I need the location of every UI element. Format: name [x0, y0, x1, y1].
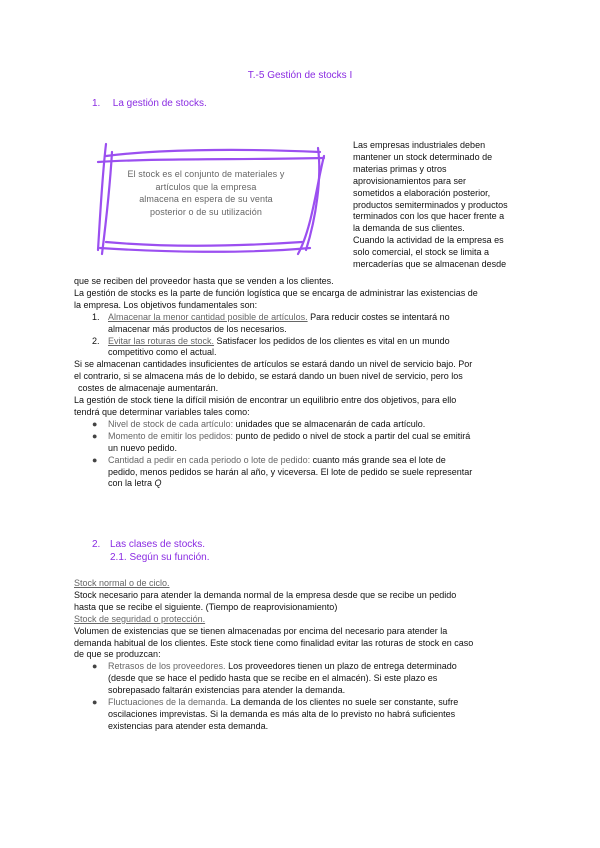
- bullet-icon: ●: [92, 697, 98, 708]
- paragraph: el contrario, si se almacena más de lo debido, se estará dando un buen nivel de servicio, pero los: [74, 371, 463, 382]
- paragraph: tendrá que determinar variables tales como:: [74, 406, 250, 417]
- definition-box: [92, 138, 328, 260]
- paragraph: que se reciben del proveedor hasta que se venden a los clientes.: [74, 276, 334, 286]
- section-label: La gestión de stocks.: [112, 98, 207, 109]
- bullet-icon: ●: [92, 661, 98, 672]
- bullet-icon: ●: [92, 454, 98, 465]
- section-heading-2: [74, 538, 534, 564]
- objective-item: 2. Evitar las roturas de stock. Satisfacer los pedidos de los clientes es vital en un mundo: [92, 335, 450, 346]
- section-heading-1: [92, 98, 207, 109]
- objective-item: 1. Almacenar la menor cantidad posible de artículos. Para reducir costes se intentará no: [92, 311, 450, 322]
- reason-item: ● Retrasos de los proveedores. Los proveedores tienen un plazo de entrega determinado: [92, 661, 457, 672]
- paragraph: La gestión de stock tiene la difícil misión de encontrar un equilibrio entre dos objetivos, para ello: [74, 395, 457, 406]
- stock-normal-heading: Stock normal o de ciclo.: [74, 578, 170, 588]
- variable-item: ● Momento de emitir los pedidos: punto de pedido o nivel de stock a partir del cual se emitirá: [92, 430, 471, 441]
- objective-heading: Almacenar la menor cantidad posible de artículos.: [108, 311, 308, 322]
- paragraph: de que se produzcan:: [74, 649, 161, 660]
- section-label: Las clases de stocks.: [110, 539, 206, 550]
- main-body: que se reciben del proveedor hasta que se venden a los clientes. La gestión de stocks es la parte de función logística que se encarga de administrar las existencias de la empresa. Los objetivos fundamentales son: 1. Almacenar la menor cantidad posible de artículos. Para reducir costes se intentará no almacenar más productos de los necesarios. 2. Evitar las roturas de stock. Satisfacer los pedidos de los clientes es vital en un mundo competitivo como el actual. Si se almacenan cantidades insuficientes de artículos se estará dando un nivel de servicio bajo. Por el contrario, si se almacena más de lo debido, se estará dando un buen nivel de servicio, pero los costes de almacenaje aumentarán. La gestión de stock tiene la difícil misión de encontrar un equilibrio entre dos objetivos, para ello tendrá que determinar variables tales como: ● Nivel de stock de cada artículo: unidades que se almacenarán de cada artículo. ● Momento de emitir los pedidos: punto de pedido o nivel de stock a partir del cual se emitirá un nuevo pedido. ● Cantidad a pedir en cada periodo o lote de pedido: cuanto más grande sea el lote de pedido, menos pedidos se harán al año, y viceversa. El lote de pedido se suele representar con la letra Q: [74, 276, 534, 490]
- paragraph: la empresa. Los objetivos fundamentales son:: [74, 299, 258, 310]
- reason-item: ● Fluctuaciones de la demanda. La demanda de los clientes no suele ser constante, sufre: [92, 697, 459, 708]
- paragraph: hasta que se recibe el siguiente. (Tiempo de reaprovisionamiento): [74, 601, 338, 612]
- paragraph: La gestión de stocks es la parte de función logística que se encarga de administrar las existencias de: [74, 287, 478, 298]
- objective-heading: Evitar las roturas de stock.: [108, 335, 215, 346]
- bullet-icon: ●: [92, 418, 98, 429]
- section-number: 1.: [92, 98, 101, 109]
- variable-item: ● Cantidad a pedir en cada periodo o lote de pedido: cuanto más grande sea el lote de: [92, 454, 446, 465]
- section-number: 2.: [92, 539, 101, 550]
- paragraph: Si se almacenan cantidades insuficientes de artículos se estará dando un nivel de servicio bajo. Por: [74, 359, 473, 370]
- bullet-icon: ●: [92, 430, 98, 441]
- stock-seguridad-heading: Stock de seguridad o protección.: [74, 613, 206, 624]
- subsection-heading: 2.1. Según su función.: [110, 552, 210, 563]
- paragraph: costes de almacenaje aumentarán.: [78, 383, 219, 394]
- paragraph: demanda habitual de los clientes. Este stock tiene como finalidad evitar las roturas de stock en caso: [74, 637, 474, 648]
- page-title: T.-5 Gestión de stocks I: [247, 70, 353, 81]
- definition-text: El stock es el conjunto de materiales y artículos que la empresa almacena en espera de su venta posterior o de su utilización: [127, 169, 285, 217]
- paragraph: Volumen de existencias que se tienen almacenadas por encima del necesario para atender la: [74, 625, 448, 636]
- side-paragraph: Las empresas industriales deben mantener un stock determinado de materias primas y otros aprovisionamientos para ser sometidos a elaboración posterior, productos semiterminados y productos terminados con los que hacer frente a la demanda de sus clientes. Cuando la actividad de la empresa es solo comercial, el stock se limita a mercaderías que se almacenan desde: [353, 140, 508, 270]
- stock-types: Stock normal o de ciclo. Stock necesario para atender la demanda normal de la empresa desde que se recibe un pedido hasta que se recibe el siguiente. (Tiempo de reaprovisionamiento) Stock de seguridad o protección. Volumen de existencias que se tienen almacenadas por encima del necesario para atender la demanda habitual de los clientes. Este stock tiene como finalidad evitar las roturas de stock en caso de que se produzcan: ● Retrasos de los proveedores. Los proveedores tienen un plazo de entrega determinado (desde que se hace el pedido hasta que se recibe en el almacén). Si este plazo es sobrepasado faltarán existencias para atender la demanda. ● Fluctuaciones de la demanda. La demanda de los clientes no suele ser constante, sufre oscilaciones imprevistas. Si la demanda es más alta de lo previsto no habrá suficientes existencias para atender esta demanda.: [74, 578, 534, 733]
- paragraph: Stock necesario para atender la demanda normal de la empresa desde que se recibe un pedido: [74, 589, 457, 600]
- variable-item: ● Nivel de stock de cada artículo: unidades que se almacenarán de cada artículo.: [92, 418, 426, 429]
